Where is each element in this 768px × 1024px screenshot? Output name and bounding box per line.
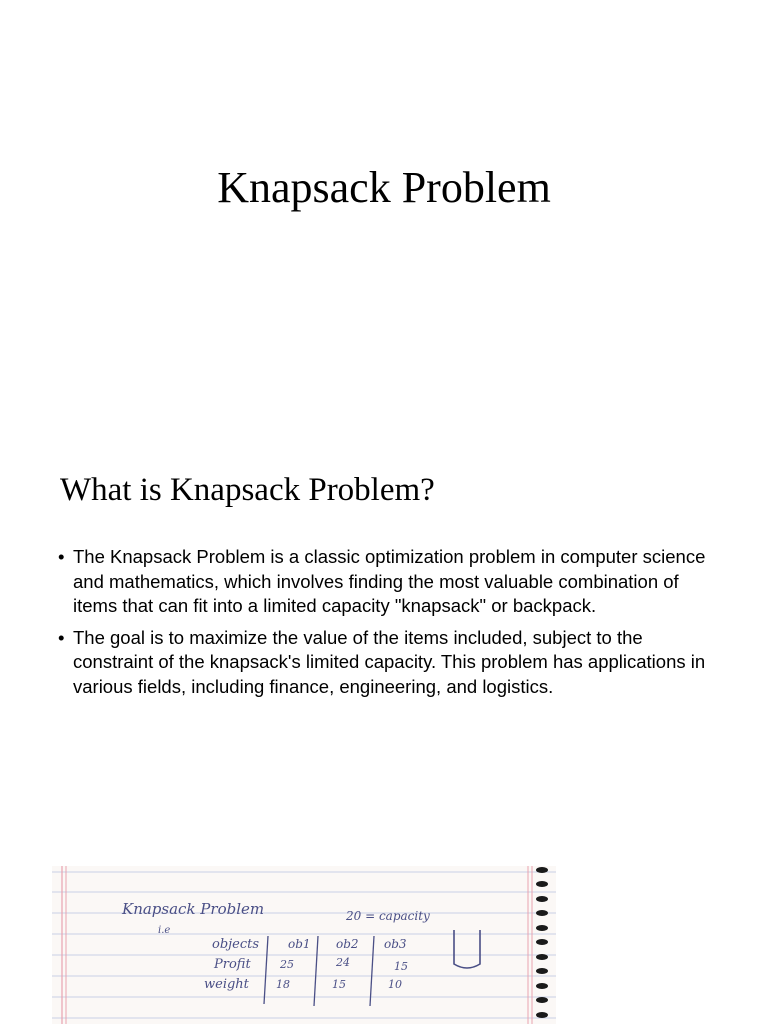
notebook-heading: Knapsack Problem [122, 900, 265, 918]
bullet-item [56, 626, 716, 700]
spiral-binding [536, 867, 548, 1018]
cell-ob1: ob1 [288, 937, 311, 951]
bullet-list [56, 545, 716, 706]
row-label-objects: objects [212, 937, 260, 952]
cell-ob3: ob3 [384, 937, 407, 951]
cell-weight-3: 10 [388, 978, 402, 991]
row-label-profit: Profit [214, 957, 251, 972]
cell-profit-3: 15 [394, 960, 408, 973]
sub-note: i.e [158, 925, 171, 936]
notebook-photo [52, 866, 556, 1024]
slide-title: Knapsack Problem [217, 163, 551, 212]
section-heading: What is Knapsack Problem? [60, 472, 435, 508]
knapsack-sketch [454, 930, 480, 968]
cell-ob2: ob2 [336, 937, 359, 951]
notebook-drawing [52, 866, 556, 1024]
row-label-weight: weight [204, 977, 249, 992]
capacity-note: 20 = capacity [346, 909, 430, 923]
bullet-text: The goal is to maximize the value of the items included, subject to the constraint of the knapsack's limited capacity. This problem has applications in various fields, including finance, engineering, and logistics. [73, 626, 706, 697]
bullet-marker: • [58, 546, 65, 567]
cell-profit-2: 24 [336, 956, 350, 969]
cell-weight-2: 15 [332, 978, 346, 991]
cell-profit-1: 25 [280, 958, 294, 971]
bullet-text: The Knapsack Problem is a classic optimization problem in computer science and mathematics, which involves finding the most valuable combination of items that can fit into a limited capacity "knapsack" or backpack. [73, 546, 706, 616]
bullet-item [56, 545, 716, 619]
cell-weight-1: 18 [276, 978, 290, 991]
bullet-marker: • [58, 626, 65, 648]
